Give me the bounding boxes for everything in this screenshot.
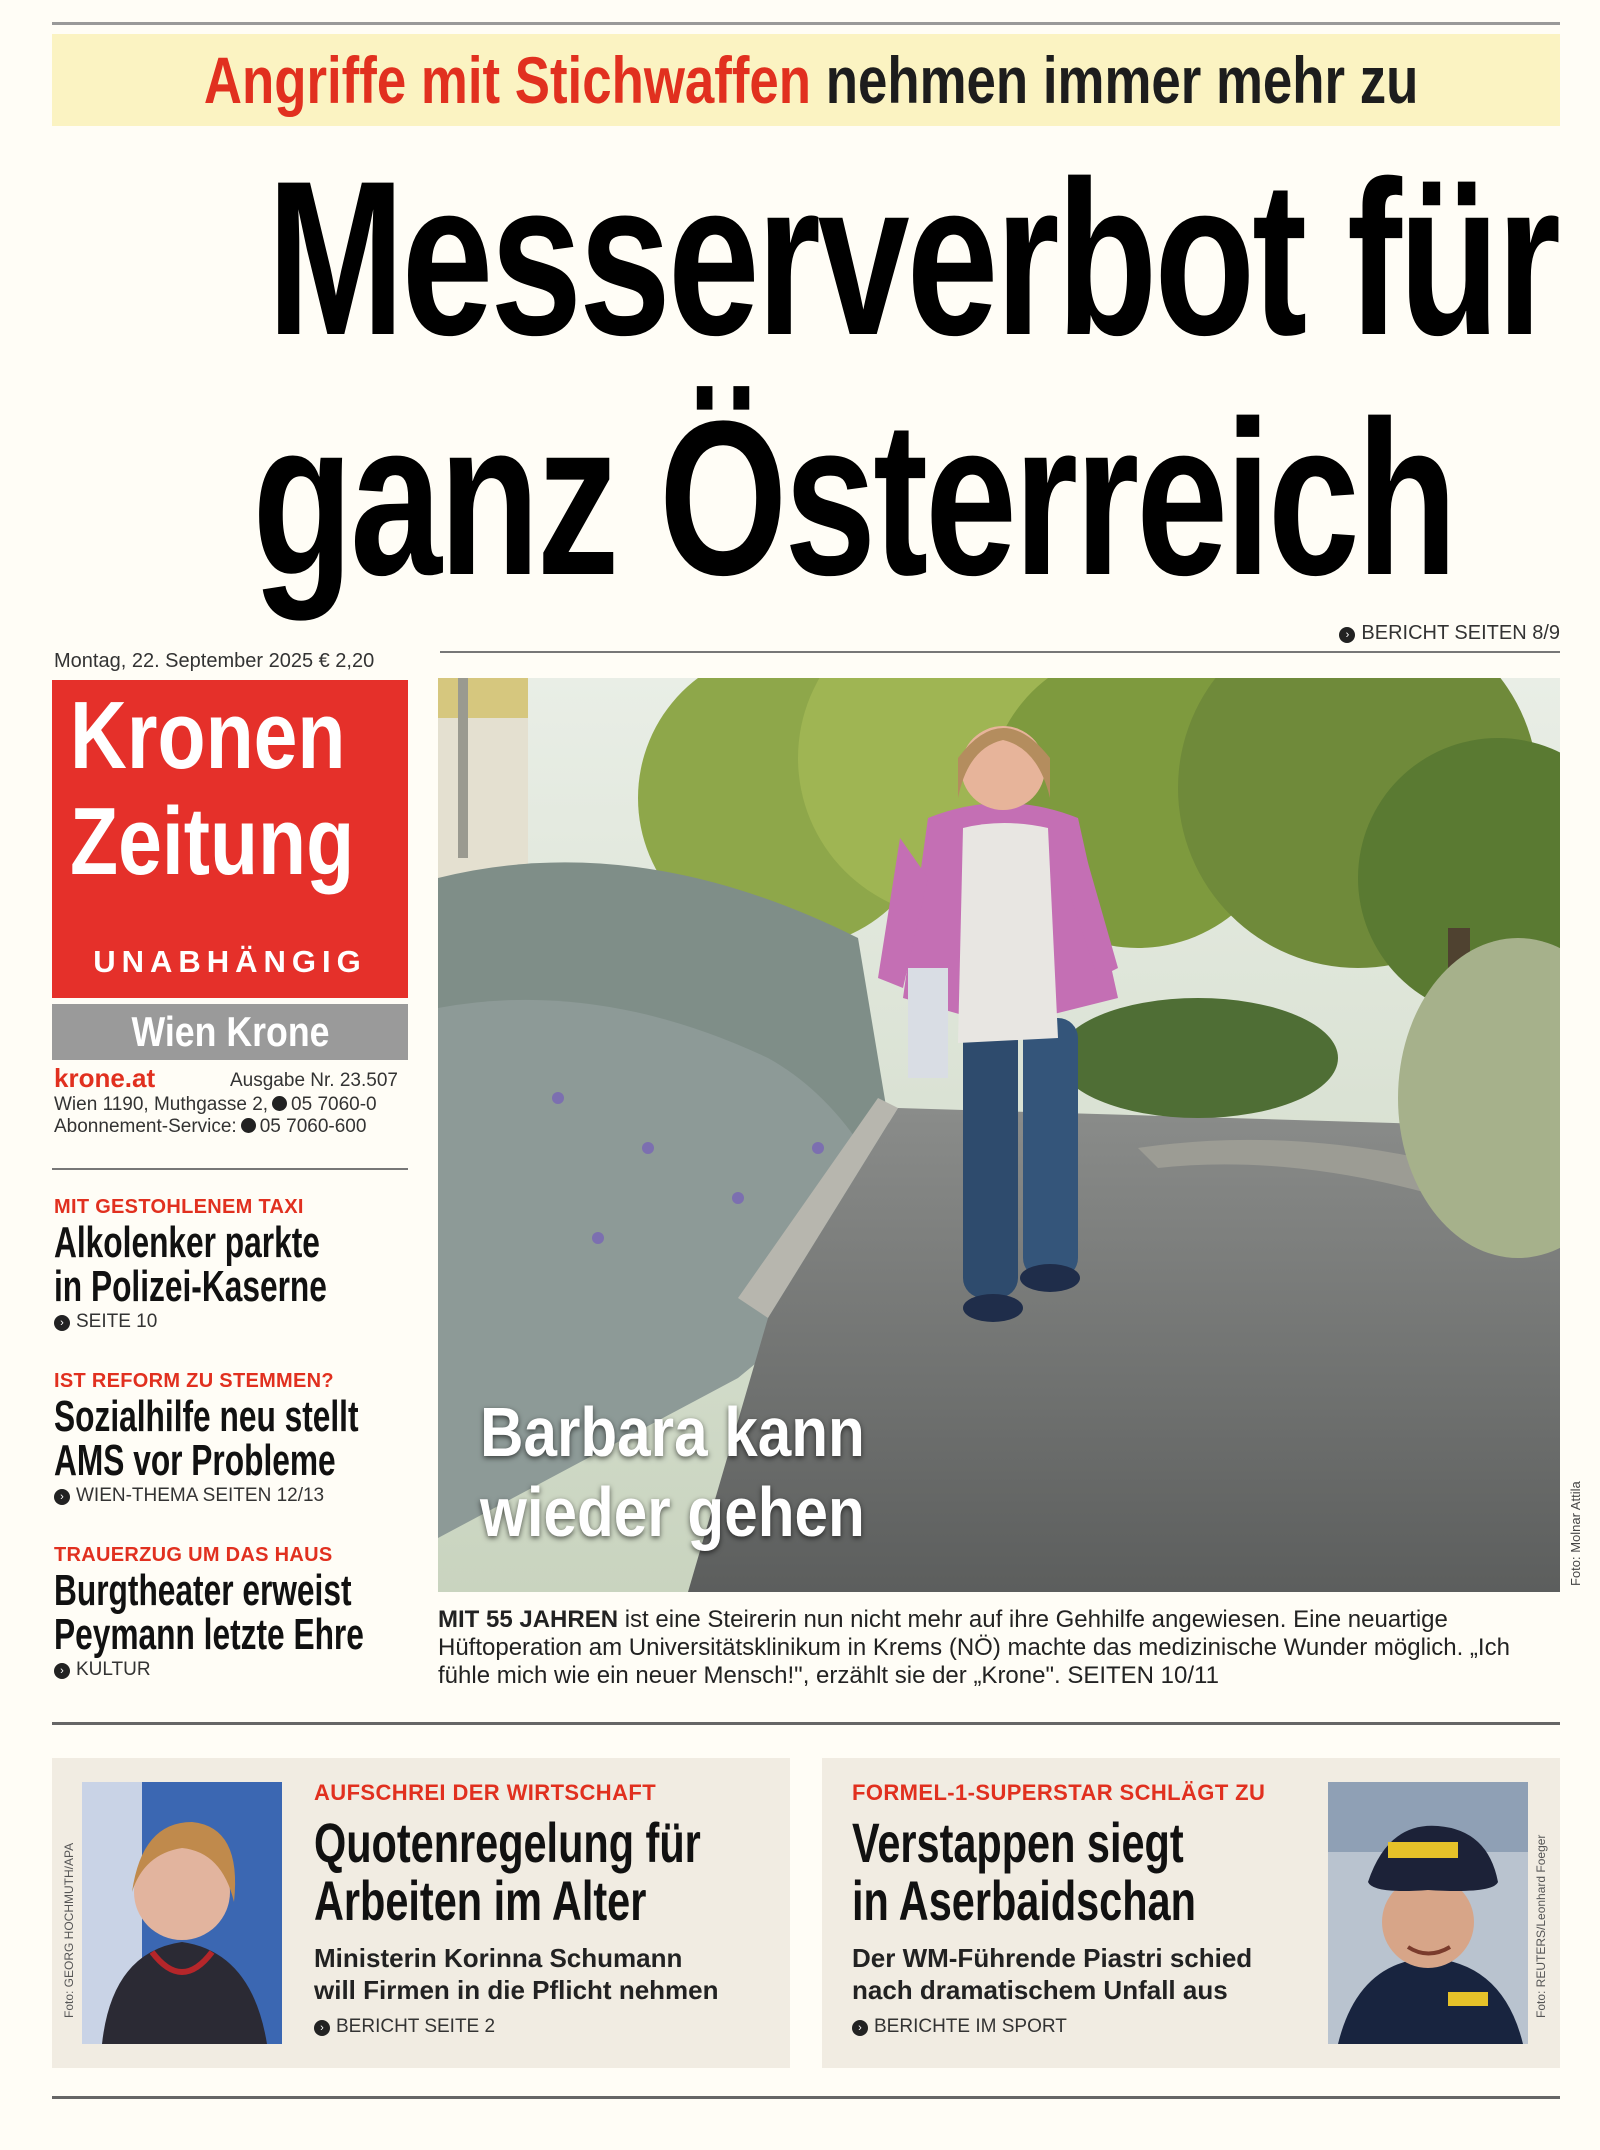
side-story[interactable]	[54, 1196, 414, 1333]
portrait-illustration	[82, 1782, 282, 2044]
bottom-rule	[52, 1722, 1560, 1725]
headline-line-1: Messerverbot für	[267, 135, 1558, 381]
photo-caption: Barbara kann wieder gehen	[480, 1393, 865, 1551]
sidebar-rule	[52, 1168, 408, 1170]
headline-rule	[440, 651, 1560, 653]
arrow-right-icon: ›	[852, 2020, 868, 2036]
page-end-rule	[52, 2096, 1560, 2099]
story-title: Sozialhilfe neu stellt AMS vor Probleme	[54, 1392, 359, 1485]
arrow-right-icon: ›	[54, 1489, 70, 1505]
story-title: Burgtheater erweist Peymann letzte Ehre	[54, 1566, 364, 1659]
teaser-photo	[82, 1782, 282, 2044]
teaser-credit: Foto: REUTERS/Leonhard Foeger	[1534, 1834, 1548, 2018]
side-story[interactable]	[54, 1544, 414, 1681]
website-link[interactable]: krone.at	[54, 1063, 156, 1093]
story-kicker: IST REFORM ZU STEMMEN?	[54, 1370, 334, 1392]
story-ref: › WIEN-THEMA SEITEN 12/13	[54, 1485, 414, 1507]
portrait-illustration	[1328, 1782, 1528, 2044]
teaser-box[interactable]	[822, 1758, 1560, 2068]
main-story-ref[interactable]: › BERICHT SEITEN 8/9	[1339, 622, 1560, 645]
arrow-right-icon: ›	[54, 1663, 70, 1679]
teaser-subtitle: Ministerin Korinna Schumann will Firmen in die Pflicht nehmen	[314, 1943, 719, 2005]
side-story[interactable]	[54, 1370, 414, 1507]
photo-credit: Foto: Molnar Attila	[1568, 1481, 1583, 1586]
arrow-right-icon: ›	[1339, 627, 1355, 643]
phone-icon	[272, 1096, 287, 1111]
edition-label: Wien Krone	[52, 1004, 408, 1060]
headline-line-2: ganz Österreich	[252, 375, 1455, 621]
top-rule	[52, 22, 1560, 25]
teaser-ref: › BERICHTE IM SPORT	[852, 2016, 1067, 2038]
story-kicker: TRAUERZUG UM DAS HAUS	[54, 1544, 333, 1566]
teaser-kicker: AUFSCHREI DER WIRTSCHAFT	[314, 1780, 657, 1805]
kicker-line	[52, 34, 1560, 126]
teaser-credit: Foto: GEORG HOCHMUTH/APA	[62, 1842, 76, 2018]
teaser-ref: › BERICHT SEITE 2	[314, 2016, 495, 2038]
kicker-black: nehmen immer mehr zu	[825, 43, 1419, 117]
logo-word-zeitung: Zeitung	[70, 788, 355, 895]
lede-body: ist eine Steirerin nun nicht mehr auf ihre Gehhilfe angewiesen. Eine neuartige Hüftoperation am Universitätsklinikum in Krems (NÖ) machte das medizinische Wunder möglich. „Ich fühle mich wie ein neuer Mensch!", erzählt sie der „Krone". SEITEN 10/11	[438, 1606, 1510, 1689]
issue-number: Ausgabe Nr. 23.507	[230, 1070, 398, 1091]
teaser-photo	[1328, 1782, 1528, 2044]
arrow-right-icon: ›	[54, 1315, 70, 1331]
lede-lead: MIT 55 JAHREN	[438, 1606, 619, 1633]
lead-story-text[interactable]	[438, 1606, 1560, 1690]
teaser-subtitle: Der WM-Führende Piastri schied nach dramatischem Unfall aus	[852, 1943, 1253, 2005]
story-ref: › KULTUR	[54, 1659, 414, 1681]
teaser-title: Verstappen siegt in Aserbaidschan	[852, 1811, 1196, 1932]
teaser-kicker: FORMEL-1-SUPERSTAR SCHLÄGT ZU	[852, 1780, 1266, 1805]
kicker-red: Angriffe mit Stichwaffen	[203, 43, 812, 117]
story-kicker: MIT GESTOHLENEM TAXI	[54, 1196, 304, 1218]
logo-tagline: UNABHÄNGIG	[93, 944, 367, 979]
masthead-address: Wien 1190, Muthgasse 2, 05 7060-0 Abonnement-Service: 05 7060-600	[54, 1094, 377, 1137]
arrow-right-icon: ›	[314, 2020, 330, 2036]
dateline: Montag, 22. September 2025 € 2,20	[54, 650, 375, 672]
logo-word-kronen: Kronen	[70, 682, 346, 789]
teaser-box[interactable]	[52, 1758, 790, 2068]
masthead-logo[interactable]	[52, 680, 408, 998]
teaser-title: Quotenregelung für Arbeiten im Alter	[314, 1811, 701, 1932]
story-ref: › SEITE 10	[54, 1311, 414, 1333]
story-title: Alkolenker parkte in Polizei-Kaserne	[54, 1218, 327, 1311]
phone-icon	[241, 1118, 256, 1133]
